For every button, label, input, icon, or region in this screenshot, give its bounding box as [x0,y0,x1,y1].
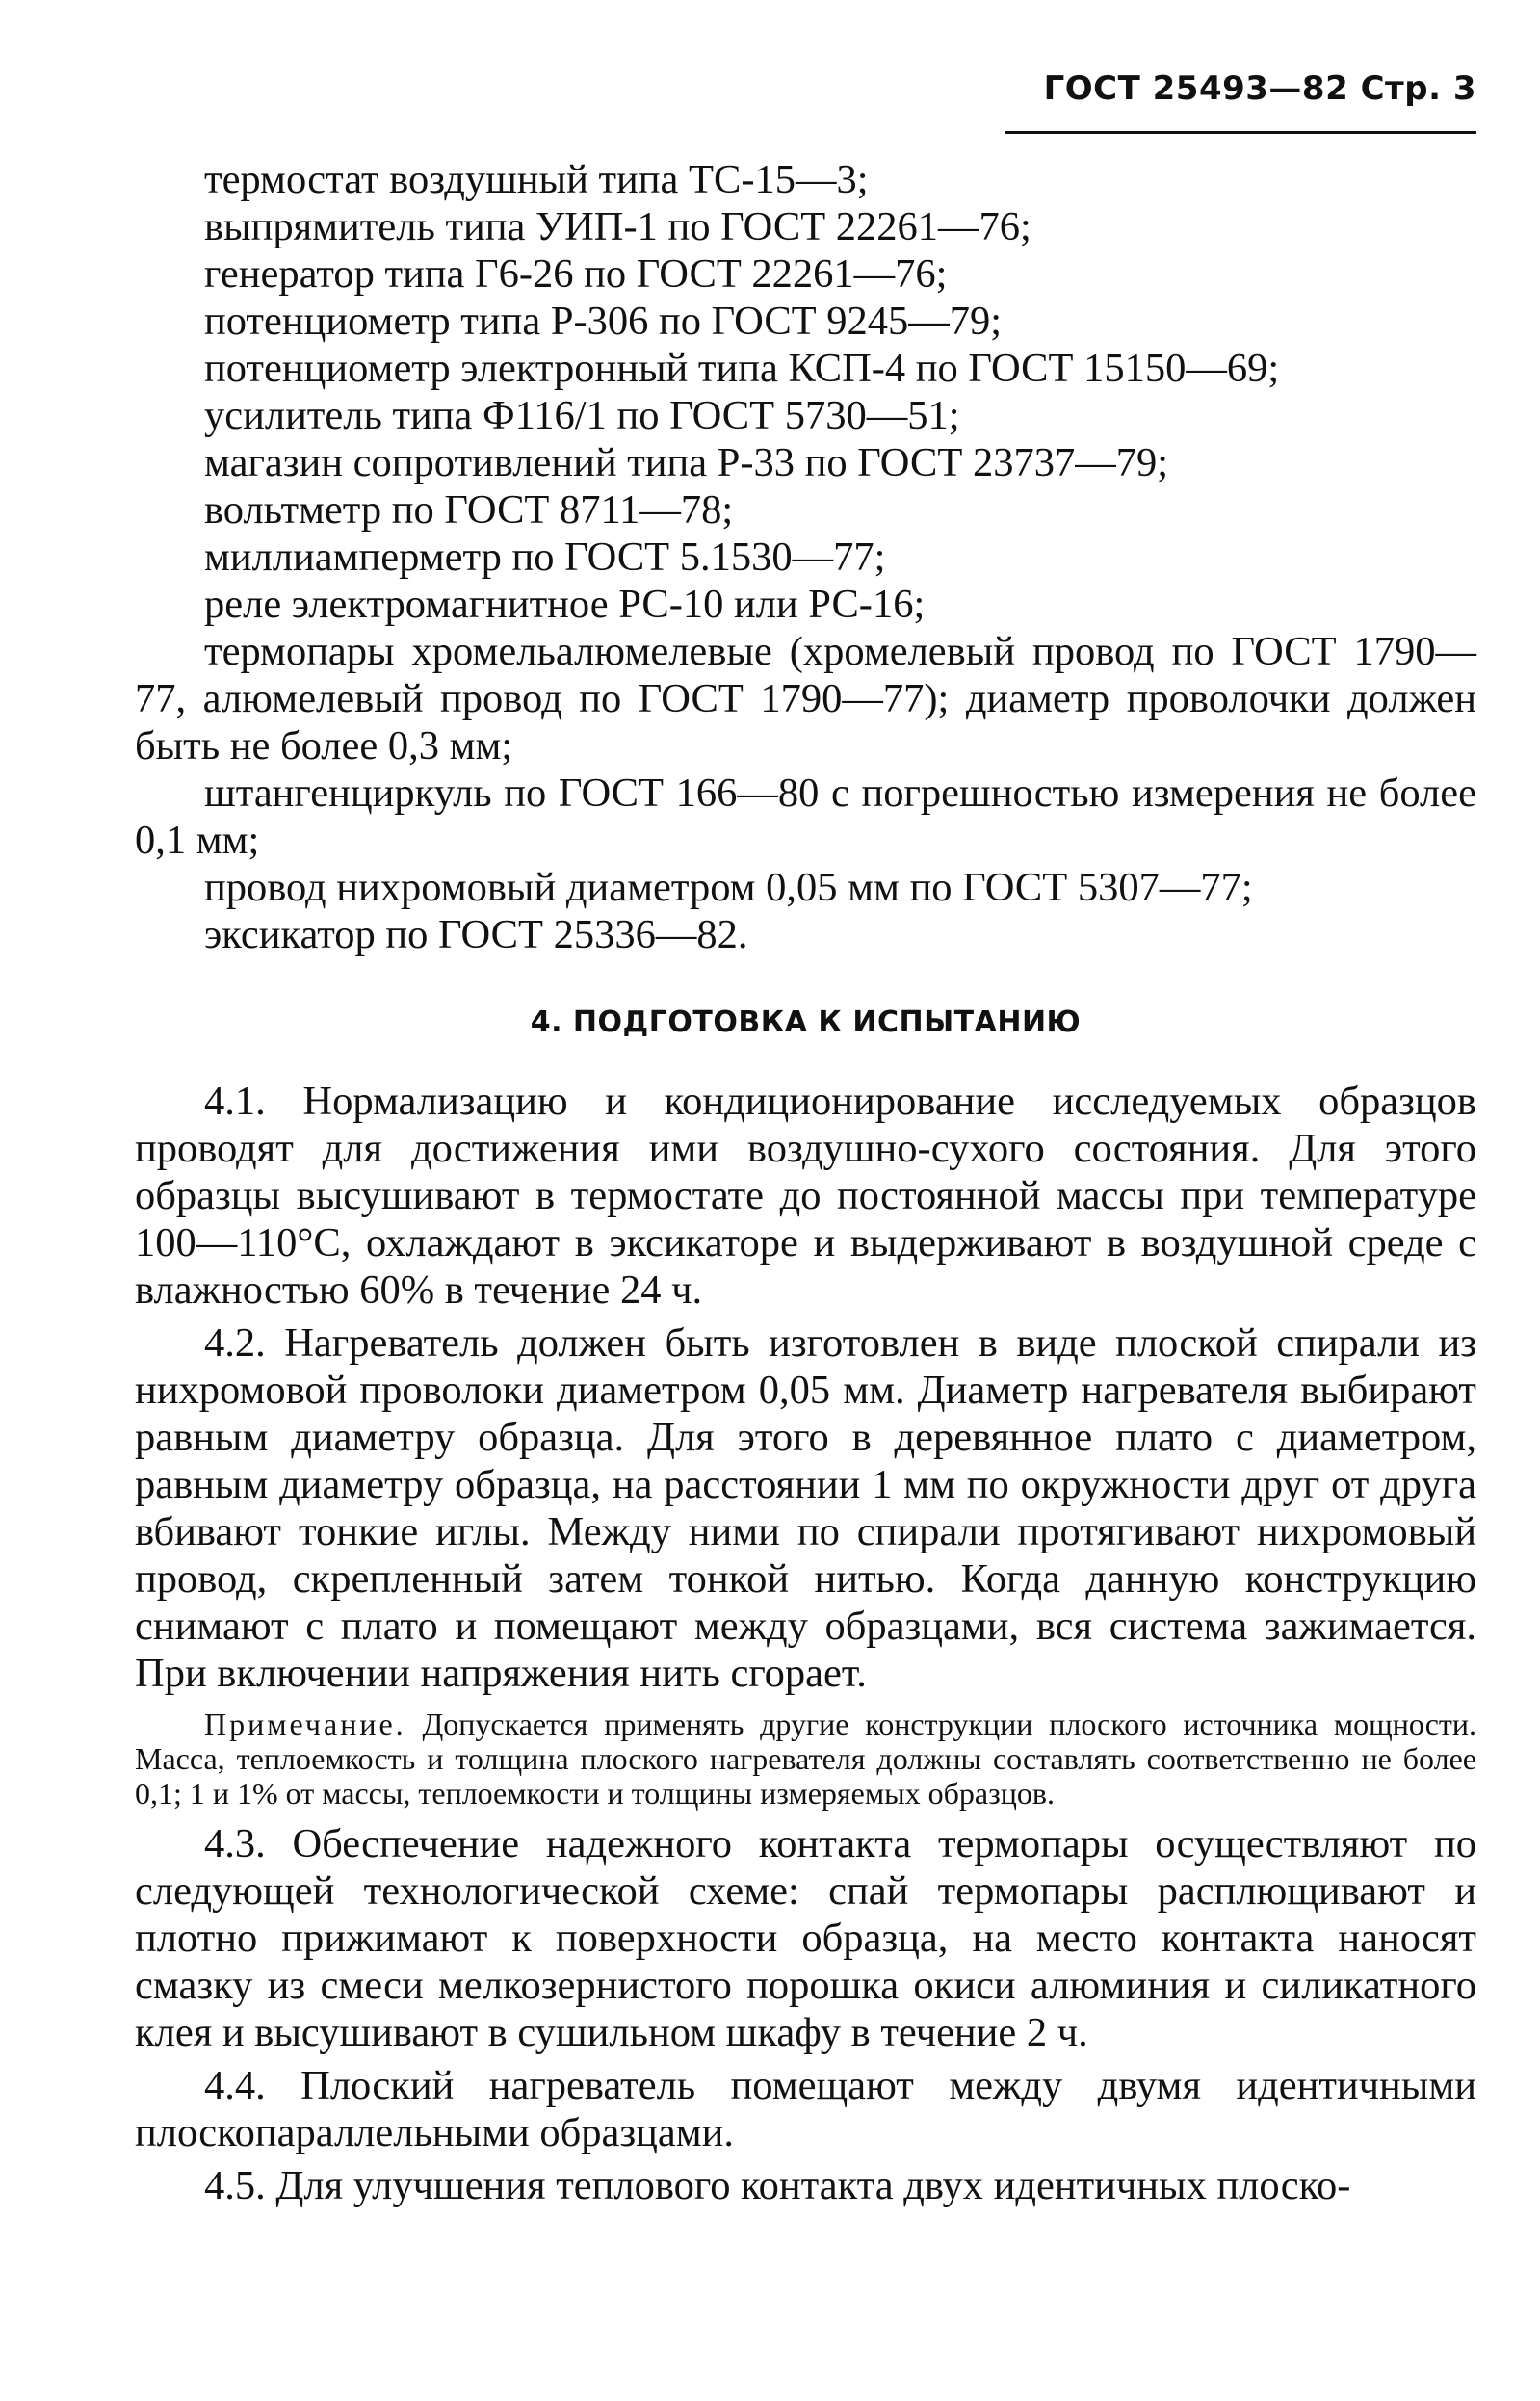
paragraph-4-4: 4.4. Плоский нагреватель помещают между двумя идентичными плоскопараллельными образцами. [135,2063,1476,2155]
list-item: усилитель типа Ф116/1 по ГОСТ 5730—51; [204,393,960,438]
equipment-list [135,156,1476,958]
list-item: термостат воздушный типа ТС-15—3; [204,157,869,202]
page-header: ГОСТ 25493—82 Стр. 3 [1043,69,1476,108]
list-item: выпрямитель типа УИП-1 по ГОСТ 22261—76; [204,204,1031,249]
list-item: миллиамперметр по ГОСТ 5.1530—77; [204,535,886,580]
note [135,1707,1476,1811]
list-item: штангенциркуль по ГОСТ 166—80 с погрешностью измерения не более 0,1 мм; [135,770,1476,863]
list-item: реле электромагнитное РС-10 или РС-16; [204,582,926,627]
list-item: эксикатор по ГОСТ 25336—82. [204,912,748,957]
list-item: провод нихромовый диаметром 0,05 мм по ГОСТ 5307—77; [204,865,1253,910]
paragraph-4-3: 4.3. Обеспечение надежного контакта термопары осуществляют по следующей технологической схеме: спай термопары расплющивают и плотно прижимают к поверхности образца, на место контакта наносят смазку из смеси мелкозернистого порошка окиси алюминия и силикатного клея и высушивают в сушильном шкафу в течение 2 ч. [135,1821,1476,2055]
list-item: вольтметр по ГОСТ 8711—78; [204,487,734,533]
note-label: Примечание. [204,1707,406,1741]
list-item: магазин сопротивлений типа Р-33 по ГОСТ 23737—79; [204,440,1169,485]
paragraph-4-2: 4.2. Нагреватель должен быть изготовлен в виде плоской спирали из нихромовой проволоки диаметром 0,05 мм. Диаметр нагревателя выбирают равным диаметру образца. Для этого в деревянное плато с диаметром, равным диаметру образца, на расстоянии 1 мм по окружности друг от друга вбивают тонкие иглы. Между ними по спирали протягивают нихромовый провод, скрепленный затем тонкой нитью. Когда данную конструкцию снимают с плато и помещают между образцами, вся система зажимается. При включении напряжения нить сгорает. [135,1320,1476,1696]
list-item: потенциометр типа Р-306 по ГОСТ 9245—79; [204,299,1003,344]
list-item: потенциометр электронный типа КСП-4 по ГОСТ 15150—69; [204,346,1280,391]
section-heading: 4. ПОДГОТОВКА К ИСПЫТАНИЮ [530,1005,1082,1039]
header-rule [1005,131,1476,134]
document-body [135,156,1476,2209]
paragraph-4-5: 4.5. Для улучшения теплового контакта двух идентичных плоско- [204,2163,1351,2208]
list-item: генератор типа Г6-26 по ГОСТ 22261—76; [204,251,948,297]
list-item: термопары хромельалюмелевые (хромелевый провод по ГОСТ 1790—77, алюмелевый провод по ГОСТ 1790—77); диаметр проволочки должен быть не более 0,3 мм; [135,629,1476,769]
paragraph-4-1: 4.1. Нормализацию и кондиционирование исследуемых образцов проводят для достижения ими воздушно-сухого состояния. Для этого образцы высушивают в термостате до постоянной массы при температуре 100—110°С, охлаждают в эксикаторе и выдерживают в воздушной среде с влажностью 60% в течение 24 ч. [135,1079,1476,1313]
note-text: Допускается применять другие конструкции плоского источника мощности. Масса, теплоемкость и толщина плоского нагревателя должны составлять соответственно не более 0,1; 1 и 1% от массы, теплоемкости и толщины измеряемых образцов. [135,1707,1477,1811]
